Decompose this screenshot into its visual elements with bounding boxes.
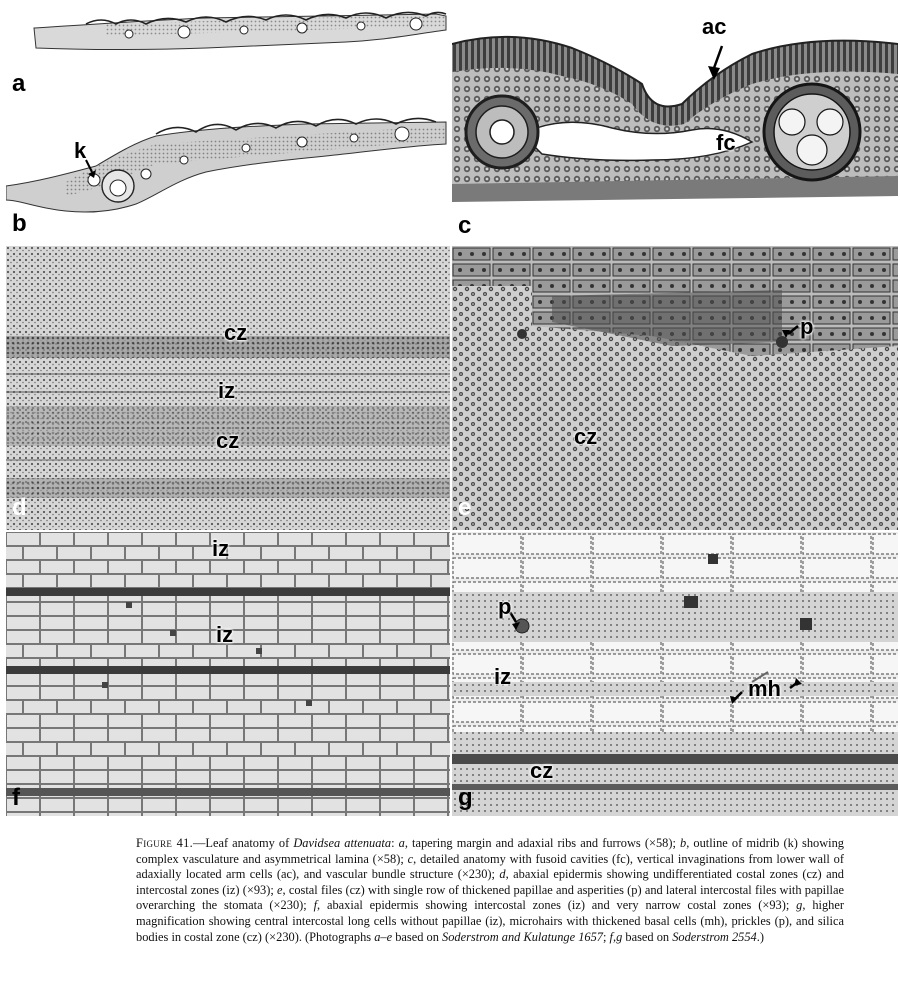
annotation-iz-lower: iz <box>216 622 234 647</box>
panel-b-label: b <box>12 210 27 237</box>
caption-b-letter: b <box>680 836 687 850</box>
panel-f-micrograph <box>6 532 450 816</box>
panel-f-image <box>6 532 450 816</box>
caption-a-text: , tapering margin and adaxial ribs and furrows (×58); <box>404 836 680 850</box>
caption-source-2: Soderstrom 2554 <box>672 929 757 944</box>
caption-dash: — <box>192 836 206 850</box>
annotation-p: p <box>498 594 512 619</box>
panel-b-micrograph <box>6 104 450 242</box>
panel-e-label: e <box>458 494 472 521</box>
caption-e-text: , costal files (cz) with single row of thickened papillae and asperities (p) and lateral intercostal files with papillae overarching the stomata (×230); <box>136 882 844 913</box>
caption-c-text: , detailed anatomy with fusoid cavities (fc), vertical invaginations from lower wall of adaxially located arm cells (ac), and vascular bundle structure (×230); <box>136 851 844 882</box>
annotation-fc: fc <box>716 130 736 155</box>
caption-f-text: , abaxial epidermis showing intercostal zones (iz) and very narrow costal zones (×93); <box>317 898 797 913</box>
panel-e-micrograph <box>452 246 898 530</box>
caption-c-letter: c <box>407 851 414 866</box>
caption-f-letter: f <box>313 898 318 913</box>
annotation-iz: iz <box>494 664 512 689</box>
panel-c-label: c <box>458 212 472 239</box>
panel-c-image <box>452 4 898 242</box>
figure-caption <box>136 836 844 945</box>
annotation-ac: ac <box>702 14 727 39</box>
annotation-cz: cz <box>574 424 598 449</box>
caption-d-letter: d <box>499 867 506 882</box>
annotation-iz-upper: iz <box>212 536 230 561</box>
annotation-p: p <box>800 314 814 339</box>
caption-e-letter: e <box>277 882 283 897</box>
annotation-k: k <box>74 138 87 163</box>
caption-range-letters: a–e <box>374 929 393 944</box>
caption-lead: Leaf anatomy of <box>205 836 294 850</box>
caption-separator: ; <box>602 929 610 944</box>
panel-d-micrograph <box>6 246 450 530</box>
caption-colon: : <box>391 836 399 850</box>
annotation-cz-upper: cz <box>224 320 248 345</box>
caption-g-letter: g <box>796 898 803 913</box>
caption-d-text: , abaxial epidermis showing undifferentiated costal zones (cz) and intercostal zones (iz) (×93); <box>136 867 844 897</box>
panel-b-image <box>6 104 450 242</box>
panel-a-image <box>6 4 450 104</box>
panel-d-label: d <box>12 494 27 521</box>
panel-a-micrograph <box>6 4 450 104</box>
caption-a-letter: a <box>398 836 405 850</box>
caption-end: .) <box>756 929 764 944</box>
caption-based-on: based on <box>392 929 443 944</box>
caption-based-on-2: based on <box>622 929 673 944</box>
panel-c-micrograph <box>452 4 898 242</box>
caption-source-1: Soderstrom and Kulatunge 1657 <box>442 929 603 944</box>
caption-fg-letters: f,g <box>609 929 623 944</box>
panel-f-label: f <box>12 784 20 811</box>
annotation-mh: mh <box>748 676 781 701</box>
panel-g-micrograph <box>452 532 898 816</box>
caption-species: Davidsea attenuata <box>293 836 392 850</box>
annotation-cz-lower: cz <box>216 428 240 453</box>
panel-g-image <box>452 532 898 816</box>
annotation-cz: cz <box>530 758 554 783</box>
annotation-iz: iz <box>218 378 236 403</box>
caption-g-text: , higher magnification showing central intercostal long cells without papillae (iz), microhairs with thickened basal cells (mh), prickles (p), and silica bodies in costal zone (cz) (×230). (Photographs <box>136 898 844 944</box>
caption-figure-number: Figure 41. <box>136 836 193 850</box>
panel-g-label: g <box>458 784 473 811</box>
panel-a-label: a <box>12 70 26 97</box>
panel-e-image <box>452 246 898 530</box>
caption-b-text: , outline of midrib (k) showing complex vasculature and asymmetrical lamina (×58); <box>136 836 844 866</box>
